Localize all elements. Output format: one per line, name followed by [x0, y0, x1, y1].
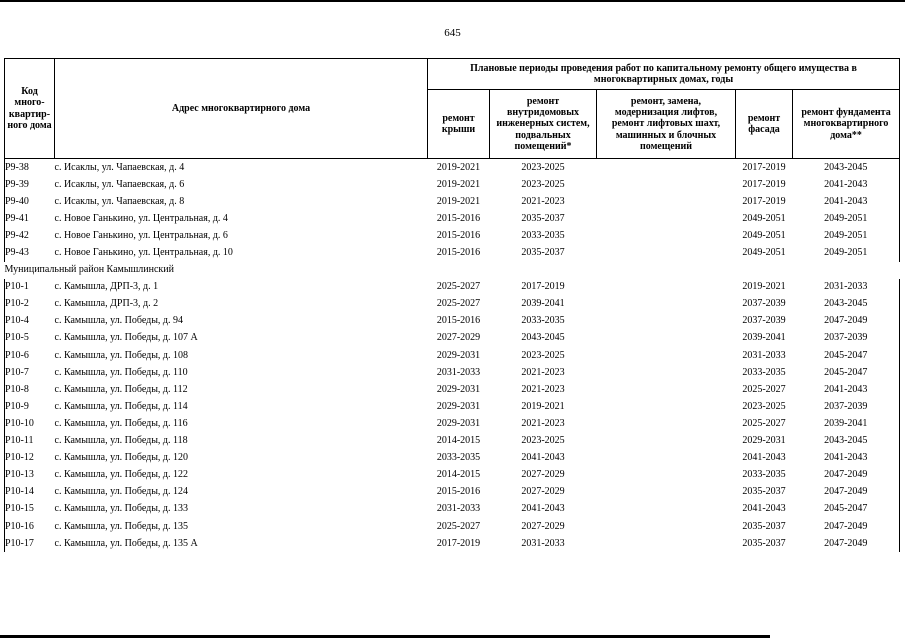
cell-roof: 2027-2029 [436, 332, 481, 344]
table-row [5, 415, 900, 432]
cell-code: Р9-39 [5, 176, 55, 193]
cell-lifts [597, 227, 736, 244]
cell-engineering: 2035-2037 [521, 212, 565, 224]
cell-code: Р10-10 [5, 415, 55, 432]
cell-address: с. Камышла, ул. Победы, д. 118 [54, 435, 188, 447]
table-row [5, 501, 900, 518]
cell-foundation: 2037-2039 [793, 330, 900, 347]
cell-code: Р9-41 [5, 210, 55, 227]
cell-facade: 2041-2043 [742, 503, 786, 515]
cell-foundation: 2043-2045 [793, 159, 900, 177]
cell-roof: 2029-2031 [436, 417, 481, 429]
cell-facade: 2025-2027 [742, 383, 786, 395]
cell-foundation: 2047-2049 [793, 467, 900, 484]
cell-facade: 2023-2025 [742, 400, 786, 412]
cell-code: Р10-15 [5, 501, 55, 518]
cell-facade: 2035-2037 [742, 520, 786, 532]
cell-lifts [597, 347, 736, 364]
bottom-border-line [0, 635, 770, 638]
cell-facade: 2035-2037 [742, 537, 786, 549]
cell-code: Р10-5 [5, 330, 55, 347]
cell-code: Р10-16 [5, 518, 55, 535]
cell-lifts [597, 313, 736, 330]
cell-engineering: 2027-2029 [521, 520, 565, 532]
cell-roof: 2025-2027 [436, 281, 481, 293]
cell-foundation: 2045-2047 [793, 501, 900, 518]
cell-engineering: 2041-2043 [521, 452, 565, 464]
cell-facade: 2017-2019 [742, 178, 786, 190]
cell-address: с. Камышла, ул. Победы, д. 116 [54, 417, 188, 429]
cell-engineering: 2039-2041 [521, 298, 565, 310]
cell-roof: 2025-2027 [436, 298, 481, 310]
cell-address: с. Камышла, ул. Победы, д. 112 [54, 383, 188, 395]
header-roof: ремонт крыши [428, 90, 490, 159]
cell-engineering: 2043-2045 [521, 332, 565, 344]
cell-code: Р9-38 [5, 159, 55, 177]
cell-engineering: 2023-2025 [521, 178, 565, 190]
cell-foundation: 2047-2049 [793, 313, 900, 330]
cell-lifts [597, 330, 736, 347]
cell-roof: 2031-2033 [436, 503, 481, 515]
cell-foundation: 2037-2039 [793, 398, 900, 415]
cell-engineering: 2017-2019 [521, 281, 565, 293]
header-address: Адрес многоквартирного дома [55, 59, 428, 159]
cell-foundation: 2041-2043 [793, 381, 900, 398]
cell-lifts [597, 244, 736, 261]
cell-roof: 2019-2021 [436, 178, 481, 190]
cell-address: с. Камышла, ДРП-3, д. 2 [54, 298, 159, 310]
page-number: 645 [444, 27, 461, 39]
table-header [5, 59, 900, 159]
table-row [5, 364, 900, 381]
cell-lifts [597, 296, 736, 313]
cell-facade: 2033-2035 [742, 366, 786, 378]
cell-roof: 2031-2033 [436, 366, 481, 378]
cell-facade: 2037-2039 [742, 298, 786, 310]
table-row [5, 535, 900, 552]
cell-foundation: 2041-2043 [793, 450, 900, 467]
cell-foundation: 2041-2043 [793, 193, 900, 210]
cell-lifts [597, 535, 736, 552]
cell-address: с. Новое Ганькино, ул. Центральная, д. 6 [54, 229, 228, 241]
header-foundation: ремонт фундамента многоквартирного дома** [793, 90, 900, 159]
table-body-before [5, 159, 900, 262]
cell-address: с. Камышла, ул. Победы, д. 133 [54, 503, 189, 515]
cell-facade: 2035-2037 [742, 486, 786, 498]
cell-address: с. Исаклы, ул. Чапаевская, д. 6 [54, 178, 185, 190]
cell-roof: 2029-2031 [436, 400, 481, 412]
cell-lifts [597, 364, 736, 381]
cell-lifts [597, 210, 736, 227]
table-row [5, 381, 900, 398]
table-row [5, 313, 900, 330]
cell-address: с. Камышла, ул. Победы, д. 124 [54, 486, 189, 498]
cell-engineering: 2023-2025 [521, 349, 565, 361]
cell-address: с. Камышла, ул. Победы, д. 114 [54, 400, 188, 412]
cell-address: с. Камышла, ул. Победы, д. 122 [54, 469, 189, 481]
cell-code: Р10-4 [5, 313, 55, 330]
cell-foundation: 2039-2041 [793, 415, 900, 432]
cell-foundation: 2041-2043 [793, 176, 900, 193]
table-row [5, 467, 900, 484]
table-row [5, 210, 900, 227]
cell-lifts [597, 193, 736, 210]
table-row [5, 244, 900, 261]
cell-engineering: 2033-2035 [521, 315, 565, 327]
header-periods-title: Плановые периоды проведения работ по капитальному ремонту общего имущества в многоквартирных домах, годы [428, 59, 900, 90]
cell-facade: 2039-2041 [742, 332, 786, 344]
cell-roof: 2015-2016 [436, 229, 481, 241]
cell-engineering: 2021-2023 [521, 417, 565, 429]
cell-lifts [597, 159, 736, 177]
cell-engineering: 2031-2033 [521, 537, 565, 549]
cell-engineering: 2027-2029 [521, 486, 565, 498]
table-body-after [5, 279, 900, 553]
header-engineering: ремонт внутридомовых инженерных систем, подвальных помещений* [490, 90, 597, 159]
table-row [5, 518, 900, 535]
cell-code: Р10-12 [5, 450, 55, 467]
table-row [5, 193, 900, 210]
cell-code: Р10-1 [5, 279, 55, 296]
table-row [5, 296, 900, 313]
cell-facade: 2049-2051 [742, 229, 786, 241]
cell-address: с. Исаклы, ул. Чапаевская, д. 8 [54, 195, 185, 207]
cell-address: с. Исаклы, ул. Чапаевская, д. 4 [54, 161, 185, 173]
cell-engineering: 2023-2025 [521, 161, 565, 173]
cell-roof: 2019-2021 [436, 195, 481, 207]
cell-roof: 2015-2016 [436, 486, 481, 498]
cell-facade: 2033-2035 [742, 469, 786, 481]
cell-foundation: 2043-2045 [793, 433, 900, 450]
table-row [5, 450, 900, 467]
cell-lifts [597, 501, 736, 518]
cell-roof: 2014-2015 [436, 435, 481, 447]
cell-facade: 2037-2039 [742, 315, 786, 327]
cell-lifts [597, 450, 736, 467]
capital-repair-table [4, 58, 900, 552]
cell-address: с. Камышла, ДРП-3, д. 1 [54, 281, 159, 293]
cell-engineering: 2035-2037 [521, 247, 565, 259]
section-row [5, 262, 900, 279]
cell-foundation: 2049-2051 [793, 227, 900, 244]
cell-address: с. Камышла, ул. Победы, д. 135 А [54, 537, 198, 549]
table-row [5, 347, 900, 364]
cell-roof: 2033-2035 [436, 452, 481, 464]
cell-address: с. Новое Ганькино, ул. Центральная, д. 4 [54, 212, 228, 224]
cell-engineering: 2033-2035 [521, 229, 565, 241]
table-row [5, 484, 900, 501]
table-row [5, 159, 900, 177]
cell-lifts [597, 398, 736, 415]
cell-roof: 2015-2016 [436, 212, 481, 224]
cell-foundation: 2031-2033 [793, 279, 900, 296]
cell-roof: 2015-2016 [436, 247, 481, 259]
cell-facade: 2017-2019 [742, 161, 786, 173]
cell-facade: 2017-2019 [742, 195, 786, 207]
cell-engineering: 2021-2023 [521, 366, 565, 378]
cell-roof: 2029-2031 [436, 383, 481, 395]
cell-engineering: 2021-2023 [521, 195, 565, 207]
cell-roof: 2014-2015 [436, 469, 481, 481]
cell-address: с. Камышла, ул. Победы, д. 110 [54, 366, 188, 378]
cell-code: Р10-17 [5, 535, 55, 552]
cell-code: Р10-9 [5, 398, 55, 415]
cell-foundation: 2047-2049 [793, 518, 900, 535]
cell-facade: 2029-2031 [742, 435, 786, 447]
cell-engineering: 2021-2023 [521, 383, 565, 395]
cell-engineering: 2027-2029 [521, 469, 565, 481]
header-facade: ремонт фасада [736, 90, 793, 159]
table-row [5, 330, 900, 347]
cell-roof: 2017-2019 [436, 537, 481, 549]
cell-foundation: 2047-2049 [793, 535, 900, 552]
cell-roof: 2025-2027 [436, 520, 481, 532]
cell-lifts [597, 415, 736, 432]
cell-facade: 2025-2027 [742, 417, 786, 429]
table-row [5, 279, 900, 296]
cell-code: Р9-43 [5, 244, 55, 261]
cell-address: с. Камышла, ул. Победы, д. 108 [54, 349, 189, 361]
cell-foundation: 2047-2049 [793, 484, 900, 501]
cell-code: Р10-11 [5, 433, 55, 450]
cell-code: Р10-6 [5, 347, 55, 364]
header-lifts: ремонт, замена, модернизация лифтов, ремонт лифтовых шахт, машинных и блочных помещений [597, 90, 736, 159]
cell-foundation: 2049-2051 [793, 244, 900, 261]
cell-lifts [597, 279, 736, 296]
cell-lifts [597, 467, 736, 484]
cell-address: с. Камышла, ул. Победы, д. 120 [54, 452, 189, 464]
cell-engineering: 2019-2021 [521, 400, 565, 412]
cell-lifts [597, 176, 736, 193]
cell-engineering: 2041-2043 [521, 503, 565, 515]
cell-facade: 2049-2051 [742, 212, 786, 224]
cell-facade: 2019-2021 [742, 281, 786, 293]
cell-foundation: 2043-2045 [793, 296, 900, 313]
cell-foundation: 2045-2047 [793, 347, 900, 364]
cell-facade: 2041-2043 [742, 452, 786, 464]
section-title: Муниципальный район Камышлинский [4, 264, 174, 276]
cell-code: Р10-8 [5, 381, 55, 398]
cell-code: Р10-2 [5, 296, 55, 313]
table-row [5, 398, 900, 415]
table-row [5, 433, 900, 450]
cell-facade: 2049-2051 [742, 247, 786, 259]
cell-lifts [597, 381, 736, 398]
table-row [5, 227, 900, 244]
cell-facade: 2031-2033 [742, 349, 786, 361]
cell-lifts [597, 518, 736, 535]
cell-code: Р10-7 [5, 364, 55, 381]
cell-address: с. Камышла, ул. Победы, д. 135 [54, 520, 189, 532]
cell-address: с. Новое Ганькино, ул. Центральная, д. 10 [54, 247, 233, 259]
cell-roof: 2029-2031 [436, 349, 481, 361]
cell-code: Р10-13 [5, 467, 55, 484]
cell-address: с. Камышла, ул. Победы, д. 107 А [54, 332, 198, 344]
cell-foundation: 2049-2051 [793, 210, 900, 227]
cell-roof: 2015-2016 [436, 315, 481, 327]
cell-address: с. Камышла, ул. Победы, д. 94 [54, 315, 184, 327]
cell-roof: 2019-2021 [436, 161, 481, 173]
cell-lifts [597, 484, 736, 501]
cell-code: Р9-40 [5, 193, 55, 210]
header-code: Код много-квартир-ного дома [5, 59, 55, 159]
cell-foundation: 2045-2047 [793, 364, 900, 381]
cell-engineering: 2023-2025 [521, 435, 565, 447]
top-border-line [0, 0, 905, 2]
table-row [5, 176, 900, 193]
section-body [5, 262, 900, 279]
cell-lifts [597, 433, 736, 450]
cell-code: Р9-42 [5, 227, 55, 244]
cell-code: Р10-14 [5, 484, 55, 501]
